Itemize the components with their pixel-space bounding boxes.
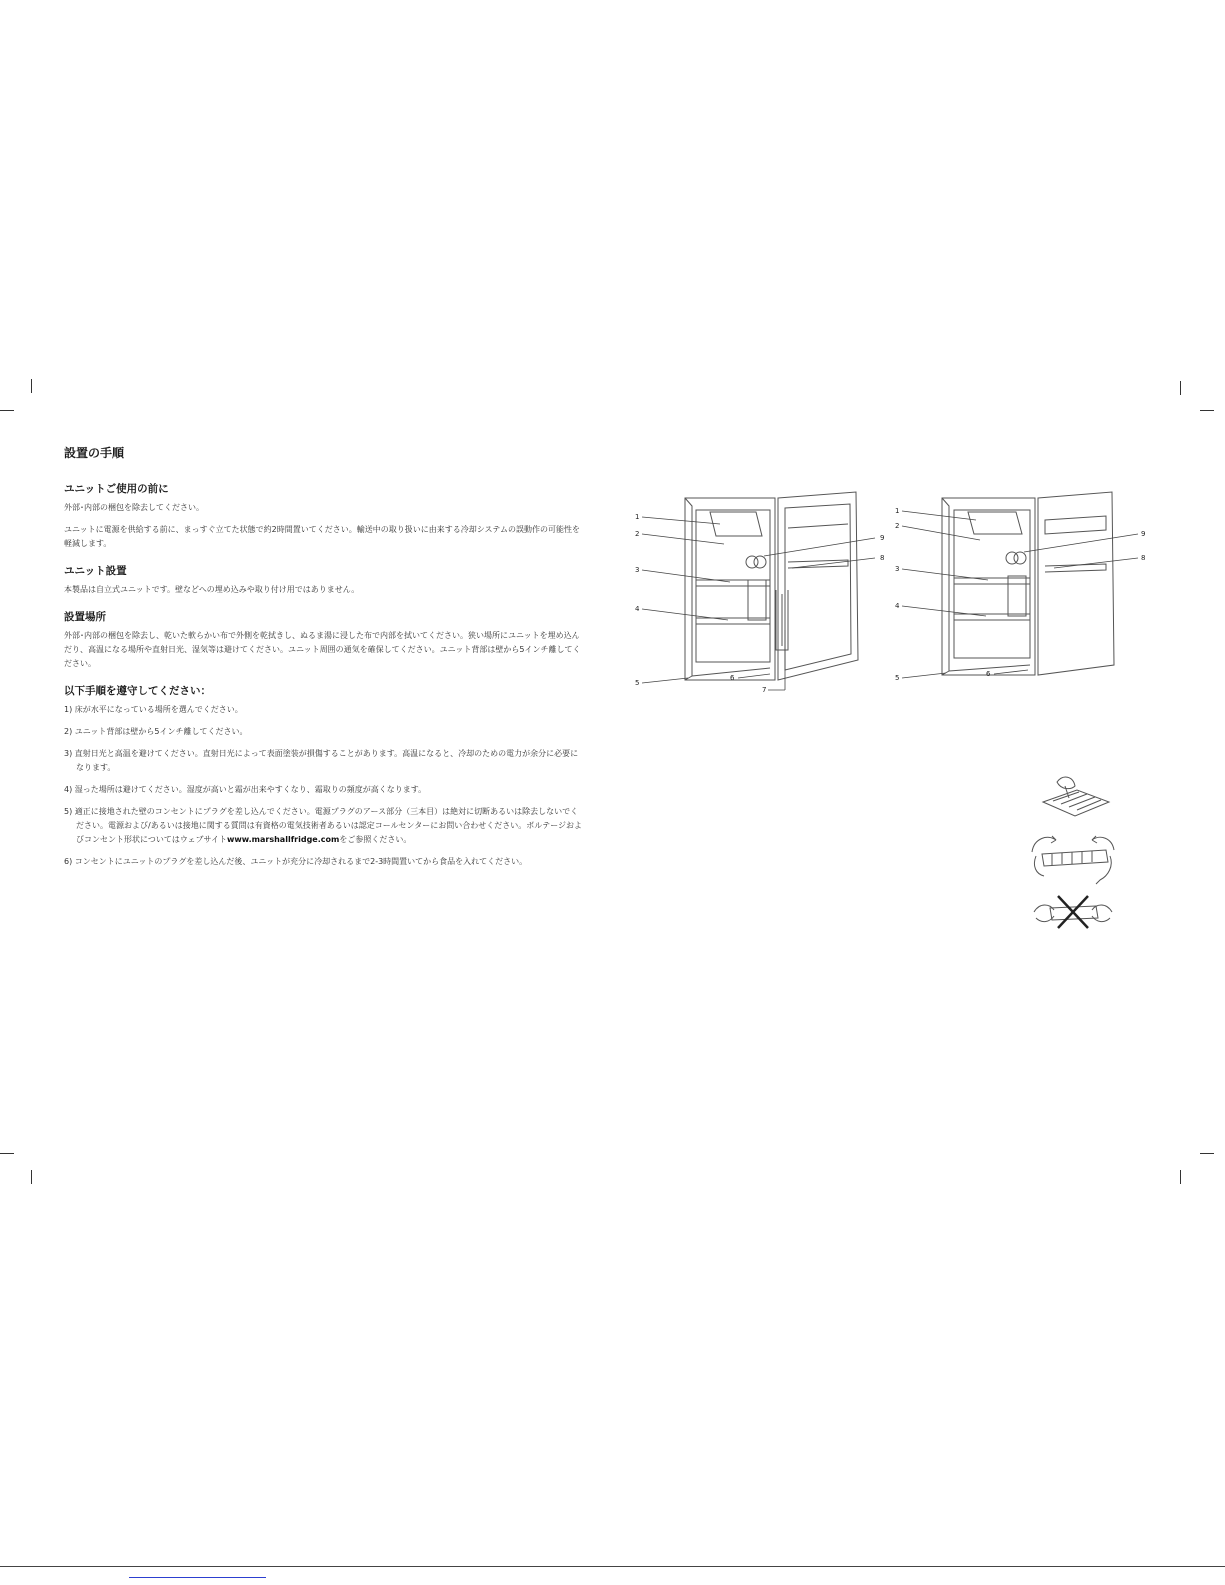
crop-mark xyxy=(1200,1153,1214,1154)
page-title: 設置の手順 xyxy=(64,446,125,460)
section-location xyxy=(64,609,584,671)
callout-label: 4 xyxy=(895,602,900,610)
callout-label: 3 xyxy=(895,565,900,573)
section-paragraph: 外部･内部の梱包を除去し、乾いた軟らかい布で外側を乾拭きし、ぬるま湯に浸した布で内部を拭いてください。狭い場所にユニットを埋め込んだり、高温になる場所や直射日光、湿気等は避けてください。ユニット周囲の通気を確保してください。ユニット背部は壁から5インチ離してください。 xyxy=(64,631,581,668)
callout-line xyxy=(902,511,976,520)
callout-line xyxy=(902,569,988,580)
callout-label: 5 xyxy=(635,679,640,687)
section-heading: 設置場所 xyxy=(64,611,106,623)
callout-label: 6 xyxy=(730,674,735,682)
section-paragraph: 外部･内部の梱包を除去してください。 xyxy=(64,503,204,512)
callout-line xyxy=(902,673,946,678)
section-unit-install xyxy=(64,563,584,597)
callout-label: 2 xyxy=(895,522,900,530)
step-5-text: 5) 適正に接地された壁のコンセントにプラグを差し込んでください。電源プラグのアース部分（三本目）は絶対に切断あるいは除去しないでください。電源および/あるいは接地に関する質問は有資格の電気技術者あるいは認定コールセンターにお問い合わせください。ボルテージおよびコンセント形状についてはウェブサイト xyxy=(64,807,583,844)
callout-label: 3 xyxy=(635,566,640,574)
callout-label: 9 xyxy=(880,534,885,542)
bottom-link-underline[interactable] xyxy=(129,1577,266,1578)
callout-label: 7 xyxy=(762,686,767,694)
callout-line xyxy=(994,670,1028,674)
steps-list xyxy=(64,703,584,869)
no-twist-warning-icon xyxy=(1030,892,1116,932)
callout-line xyxy=(764,538,875,556)
crop-mark xyxy=(0,1153,14,1154)
callout-line xyxy=(1054,558,1138,568)
callout-label: 5 xyxy=(895,674,900,682)
callout-label: 6 xyxy=(986,670,991,678)
callout-label: 4 xyxy=(635,605,640,613)
crop-mark xyxy=(1180,1170,1181,1184)
callout-label: 1 xyxy=(635,513,640,521)
callout-line xyxy=(902,606,986,616)
callout-line xyxy=(738,674,770,678)
step-item: 1) 床が水平になっている場所を選んでください。 xyxy=(64,705,243,714)
crop-mark xyxy=(31,1170,32,1184)
callout-label: 9 xyxy=(1141,530,1146,538)
callout-line xyxy=(642,517,720,524)
section-before-use xyxy=(64,481,584,551)
callout-line xyxy=(902,526,980,540)
crop-mark xyxy=(31,379,32,393)
section-heading: ユニットご使用の前に xyxy=(64,483,169,495)
crop-mark xyxy=(1200,410,1214,411)
callout-line xyxy=(642,570,730,582)
website-link[interactable]: www.marshallfridge.com xyxy=(226,835,340,844)
step-item xyxy=(64,805,584,847)
page-bottom-rule xyxy=(0,1566,1225,1567)
callout-line xyxy=(1024,534,1138,552)
step-item: 2) ユニット背部は壁から5インチ離してください。 xyxy=(64,727,248,736)
callout-line xyxy=(642,678,688,683)
callout-label: 2 xyxy=(635,530,640,538)
step-item: 4) 湿った場所は避けてください。湿度が高いと霜が出来やすくなり、霜取りの頻度が高くなります。 xyxy=(64,785,427,794)
section-steps xyxy=(64,683,584,869)
step-item: 3) 直射日光と高温を避けてください。直射日光によって表面塗装が損傷することがあります。高温になると、冷却のための電力が余分に必要になります。 xyxy=(64,749,579,772)
crop-mark xyxy=(1180,381,1181,395)
steps-heading: 以下手順を遵守してください： xyxy=(64,685,211,697)
step-5-tail: をご参照ください。 xyxy=(339,835,412,844)
fridge-diagram-left xyxy=(630,490,896,700)
callout-label: 1 xyxy=(895,507,900,515)
ice-tray-twist-icon xyxy=(1028,828,1118,886)
section-paragraph: 本製品は自立式ユニットです。壁などへの埋め込みや取り付け用ではありません。 xyxy=(64,585,360,594)
step-item: 6) コンセントにユニットのプラグを差し込んだ後、ユニットが充分に冷却されるまで2-3時間置いてから食品を入れてください。 xyxy=(64,857,528,866)
crop-mark xyxy=(0,410,14,411)
section-heading: ユニット設置 xyxy=(64,565,127,577)
callout-line xyxy=(642,534,724,544)
callout-label: 8 xyxy=(1141,554,1146,562)
instructions-column xyxy=(64,444,584,881)
ice-tray-icon xyxy=(1035,772,1115,822)
callout-label: 8 xyxy=(880,554,885,562)
section-paragraph: ユニットに電源を供給する前に、まっすぐ立てた状態で約2時間置いてください。輸送中の取り扱いに由来する冷却システムの誤動作の可能性を軽減します。 xyxy=(64,525,580,548)
fridge-diagram-right xyxy=(890,490,1156,690)
